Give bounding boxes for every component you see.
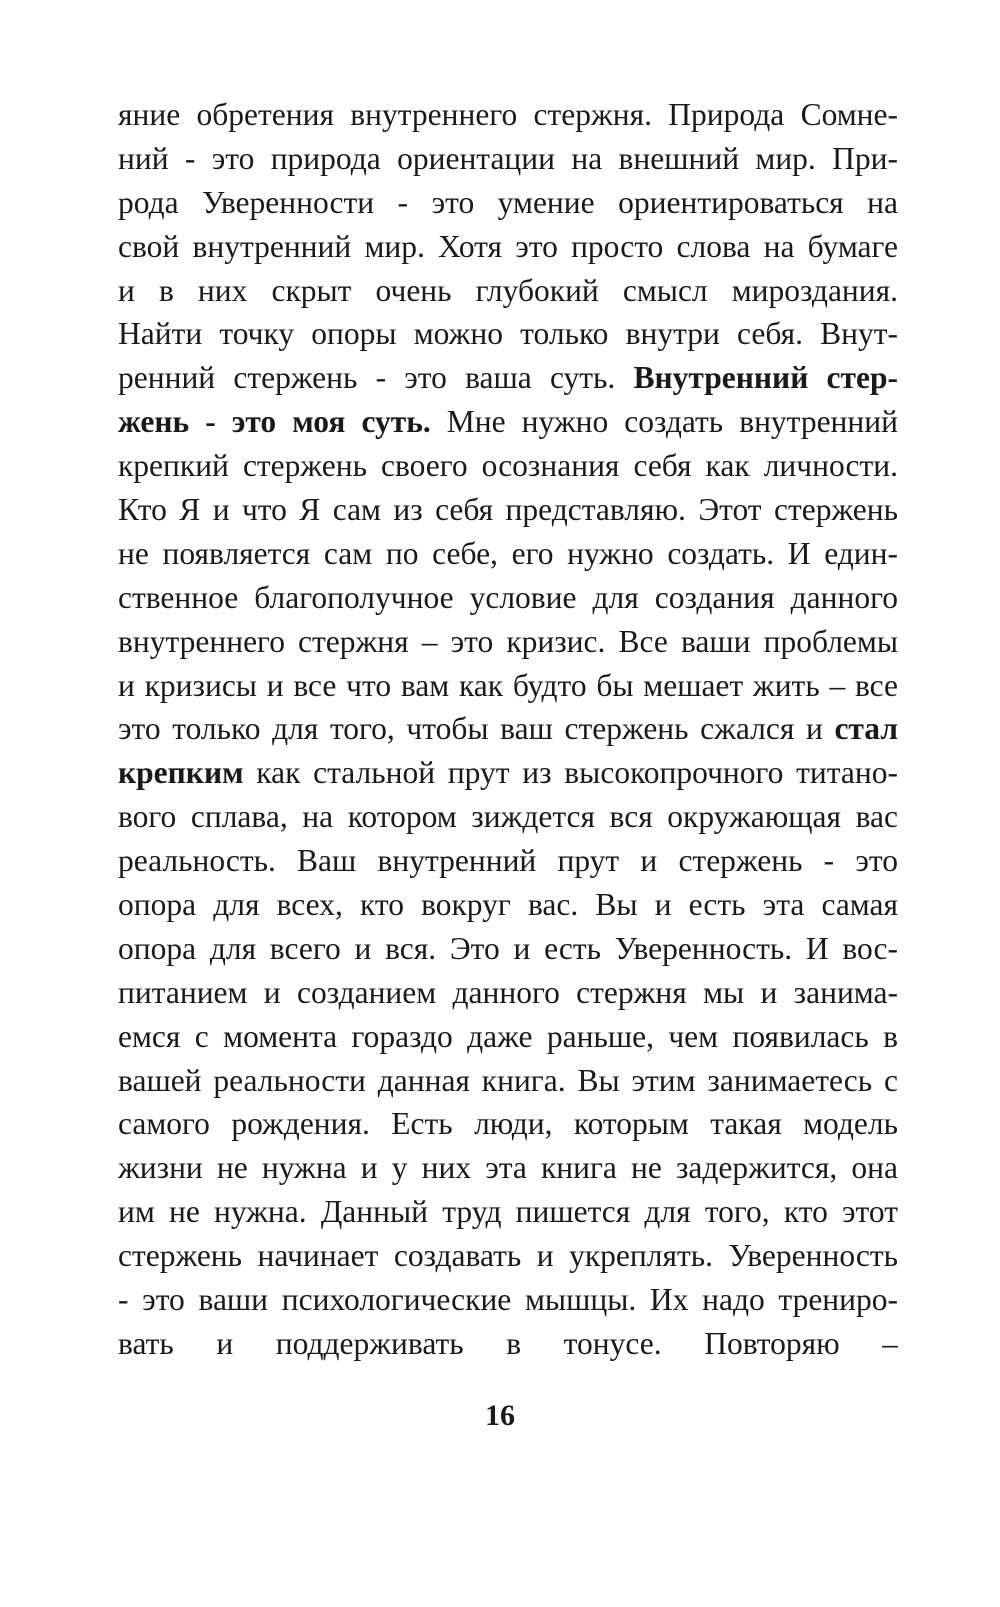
text-line: ственное благополучное условие для создания данного [118,579,898,615]
text-line: жень - это моя суть. Мне нужно создать внутренний [118,404,898,440]
text-line: жизни не нужна и у них эта книга не задержится, она [118,1150,898,1186]
text-line: ренний стержень - это ваша суть. Внутренний стер- [118,360,898,396]
text-line: рода Уверенности - это умение ориентироваться на [118,184,898,220]
text-line: это только для того, чтобы ваш стержень сжался и стал [118,711,898,747]
bold-phrase: жень - это моя суть. [118,404,431,440]
text-line: и кризисы и все что вам как будто бы мешает жить – все [118,667,898,703]
text-line: реальность. Ваш внутренний прут и стержень - это [118,843,898,879]
text-line: не появляется сам по себе, его нужно создать. И един- [118,535,898,571]
text-line: и в них скрыт очень глубокий смысл мироздания. [118,272,898,308]
text-line: емся с момента гораздо даже раньше, чем появилась в [118,1018,898,1054]
text-line: - это ваши психологические мышцы. Их надо трениро- [118,1282,898,1318]
text-line: вашей реальности данная книга. Вы этим занимаетесь с [118,1062,898,1098]
text-line: питанием и созданием данного стержня мы и занима- [118,974,898,1010]
text-line: Найти точку опоры можно только внутри себя. Внут- [118,316,898,352]
text-line: крепкий стержень своего осознания себя как личности. [118,448,898,484]
text-line: самого рождения. Есть люди, которым такая модель [118,1106,898,1142]
text-line: опора для всех, кто вокруг вас. Вы и есть эта самая [118,887,898,923]
bold-phrase: крепким [118,755,244,791]
text-line: стержень начинает создавать и укреплять. Уверенность [118,1238,898,1274]
text-line: яние обретения внутреннего стержня. Природа Сомне- [118,97,898,132]
bold-phrase: стал [834,711,898,747]
text-line: Кто Я и что Я сам из себя представляю. Этот стержень [118,492,898,528]
text-line: внутреннего стержня – это кризис. Все ваши проблемы [118,623,898,659]
text-line: ний - это природа ориентации на внешний мир. При- [118,140,898,176]
text-line: крепким как стальной прут из высокопрочного титано- [118,755,898,791]
page-number: 16 [485,1399,515,1432]
text-line: вого сплава, на котором зиждется вся окружающая вас [118,799,898,835]
text-line: им не нужна. Данный труд пишется для того, кто этот [118,1194,898,1230]
text-line: опора для всего и вся. Это и есть Уверенность. И вос- [118,930,898,966]
text-line: свой внутренний мир. Хотя это просто слова на бумаге [118,228,898,264]
text-line: вать и поддерживать в тонусе. Повторяю – [118,1325,898,1361]
bold-phrase: Внутренний стер- [633,360,898,396]
body-text [118,93,898,1366]
